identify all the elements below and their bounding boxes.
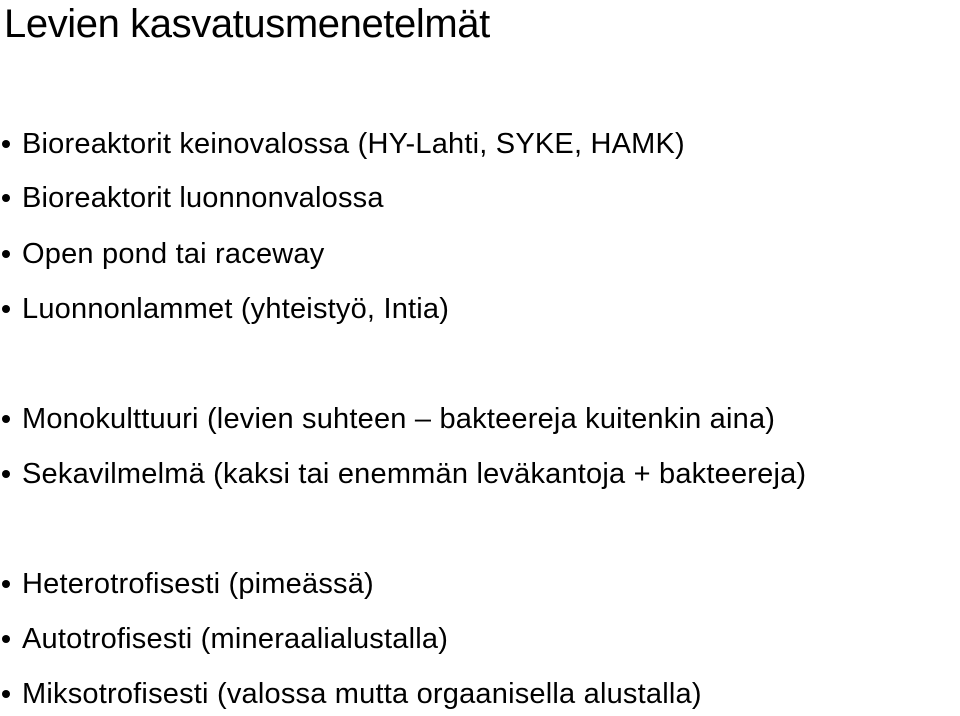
bullet-text: Luonnonlammet (yhteistyö, Intia) [22, 293, 450, 325]
bullet-text: Monokulttuuri (levien suhteen – bakteereja kuitenkin aina) [22, 403, 776, 435]
bullet-dot-icon [2, 415, 10, 423]
bullet-text: Sekavilmelmä (kaksi tai enemmän leväkantoja + bakteereja) [22, 458, 807, 490]
bullet-text: Open pond tai raceway [22, 238, 325, 270]
bullet-dot-icon [2, 140, 10, 148]
bullet-text: Bioreaktorit keinovalossa (HY-Lahti, SYKE, HAMK) [22, 128, 685, 160]
bullet-dot-icon [2, 305, 10, 313]
bullet-dot-icon [2, 194, 10, 202]
bullet-text: Bioreaktorit luonnonvalossa [22, 182, 384, 214]
bullet-text: Autotrofisesti (mineraalialustalla) [22, 623, 449, 655]
slide-title: Levien kasvatusmenetelmät [4, 2, 490, 46]
bullet-dot-icon [2, 470, 10, 478]
bullet-dot-icon [2, 580, 10, 588]
bullet-text: Miksotrofisesti (valossa mutta orgaanisella alustalla) [22, 678, 702, 710]
bullet-dot-icon [2, 635, 10, 643]
bullet-text: Heterotrofisesti (pimeässä) [22, 568, 374, 600]
bullet-dot-icon [2, 690, 10, 698]
bullet-dot-icon [2, 250, 10, 258]
